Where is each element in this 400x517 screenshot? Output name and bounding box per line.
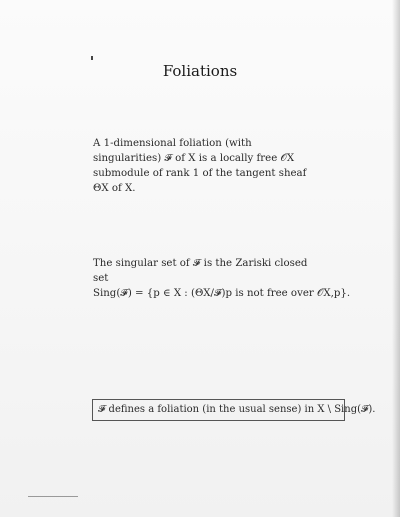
boxed-statement: 𝓕 defines a foliation (in the usual sense) in X \ Sing(𝓕). xyxy=(92,399,345,421)
bottom-rule xyxy=(28,496,78,497)
definition-paragraph: A 1-dimensional foliation (with singularities) 𝓕 of X is a locally free 𝒪X submodule of rank 1 of the tangent sheaf ΘX of X. xyxy=(93,138,307,194)
singular-set-paragraph: The singular set of 𝓕 is the Zariski closed set xyxy=(93,258,308,284)
slide-title: Foliations xyxy=(162,62,238,80)
corner-mark xyxy=(91,56,93,60)
singular-set-formula: Sing(𝓕) = {p ∈ X : (ΘX/𝓕)p is not free over 𝒪X,p}. xyxy=(93,288,351,299)
